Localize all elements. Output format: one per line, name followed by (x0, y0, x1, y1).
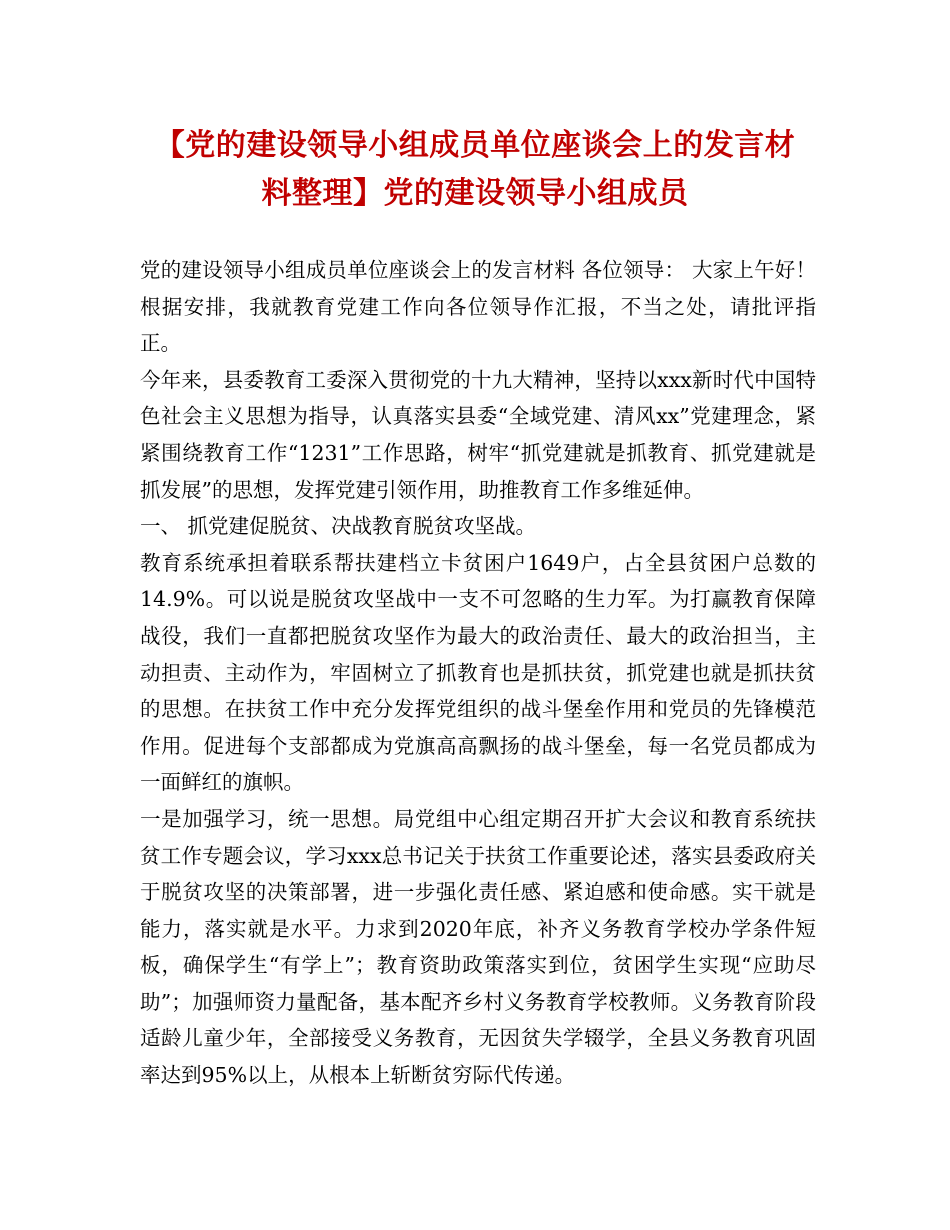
section-heading-1: 一、 抓党建促脱贫、决战教育脱贫攻坚战。 (140, 514, 537, 539)
paragraph-study: 一是加强学习，统一思想。局党组中心组定期召开扩大会议和教育系统扶贫工作专题会议，学习xxx总书记关于扶贫工作重要论述，落实县委政府关于脱贫攻坚的决策部署，进一步强化责任感、紧迫感和使命感。实干就是能力，落实就是水平。力求到2020年底，补齐义务教育学校办学条件短板，确保学生“有学上”；教育资助政策落实到位，贫困学生实现“应助尽助”；加强师资力量配备，基本配齐乡村义务教育学校教师。义务教育阶段适龄儿童少年，全部接受义务教育，无因贫失学辍学，全县义务教育巩固率达到95%以上，从根本上斩断贫穷际代传递。 (140, 806, 816, 1088)
paragraph-opening: 党的建设领导小组成员单位座谈会上的发言材料 各位领导： 大家上午好！ 根据安排，我就教育党建工作向各位领导作汇报，不当之处，请批评指正。 (140, 258, 816, 356)
paragraph-overview: 今年来，县委教育工委深入贯彻党的十九大精神，坚持以xxx新时代中国特色社会主义思想为指导，认真落实县委“全域党建、清风xx”党建理念，紧紧围绕教育工作“1231”工作思路，树牢“抓党建就是抓教育、抓党建就是抓发展”的思想，发挥党建引领作用，助推教育工作多维延伸。 (140, 367, 816, 502)
document-body (140, 252, 816, 1094)
document-title: 【党的建设领导小组成员单位座谈会上的发言材料整理】党的建设领导小组成员 (154, 128, 796, 211)
paragraph-poverty: 教育系统承担着联系帮扶建档立卡贫困户1649户，占全县贫困户总数的14.9%。可以说是脱贫攻坚战中一支不可忽略的生力军。为打赢教育保障战役，我们一直都把脱贫攻坚作为最大的政治责任、最大的政治担当，主动担责、主动作为，牢固树立了抓教育也是抓扶贫，抓党建也就是抓扶贫的思想。在扶贫工作中充分发挥党组织的战斗堡垒作用和党员的先锋模范作用。促进每个支部都成为党旗高高飘扬的战斗堡垒，每一名党员都成为一面鲜红的旗帜。 (140, 550, 816, 795)
